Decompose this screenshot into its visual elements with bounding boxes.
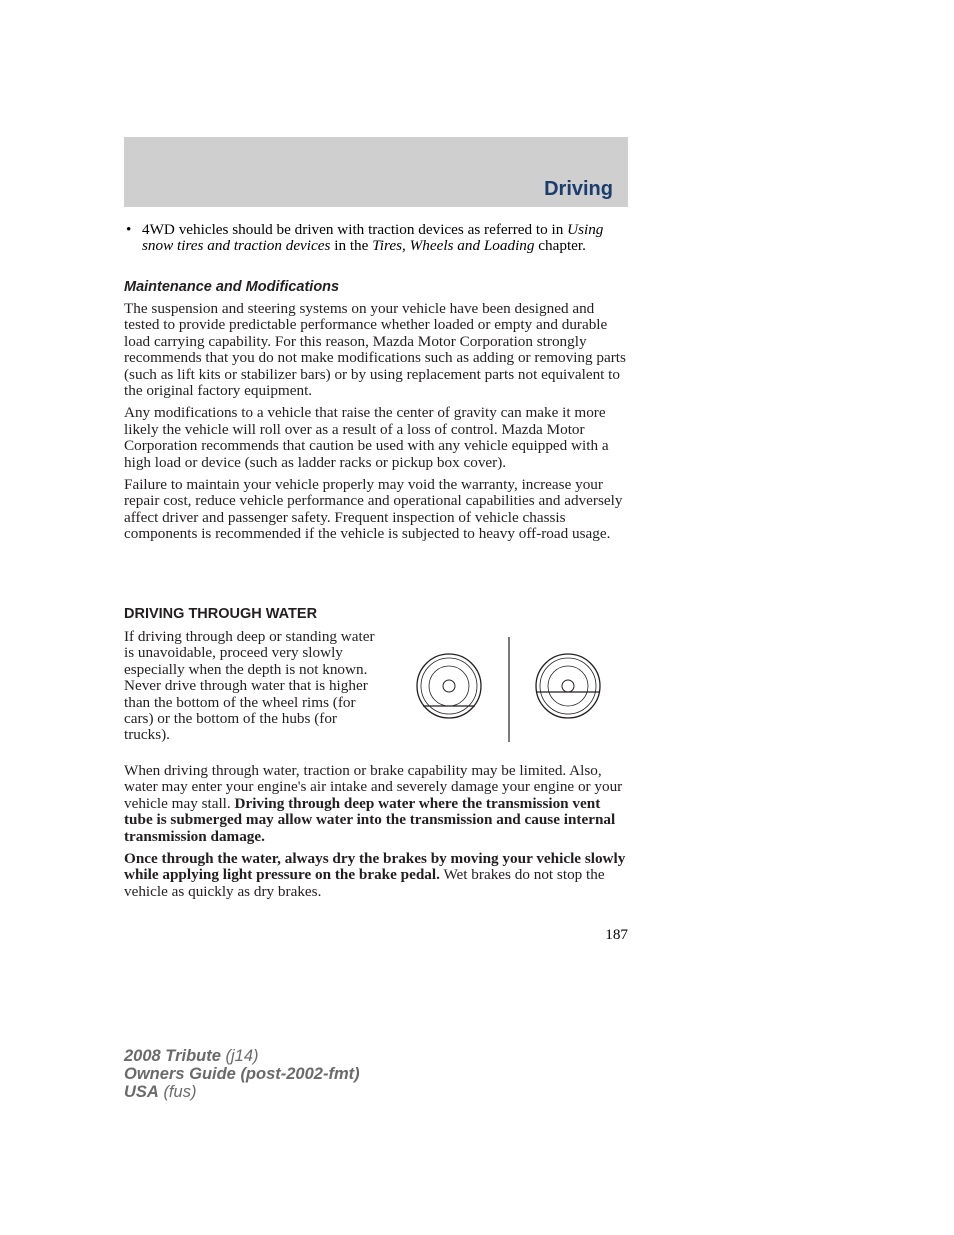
footer-line-model (124, 1047, 360, 1065)
section-heading-maintenance: Maintenance and Modifications (124, 279, 340, 295)
section-water (124, 606, 628, 622)
wet-brakes-text: Wet brakes do not stop the vehicle as quickly as dry brakes. (124, 866, 605, 900)
bullet-italic-chapter: Tires, Wheels and Loading (372, 237, 535, 255)
footer-line-guide (124, 1065, 360, 1083)
bullet-prefix: 4WD vehicles should be driven with traction devices as referred to in (142, 221, 564, 238)
section-maintenance (124, 279, 628, 543)
paragraph-suspension: The suspension and steering systems on your vehicle have been designed and tested to provide predictable performance whether loaded or empty and durable load carrying capability. For this reason, Mazda Motor Corporation strongly recommends that you do not make modifications such as adding or removing parts (such as lift kits or stabilizer bars) or by using replacement parts not equivalent to the original factory equipment. (124, 300, 626, 400)
transmission-warning: Driving through deep water where the transmission vent tube is submerged may allow water into the transmission and cause internal transmission damage. (124, 794, 616, 845)
paragraph-dry-brakes (124, 851, 628, 900)
header-band (124, 137, 628, 207)
paragraph-modifications: Any modifications to a vehicle that raise the center of gravity can make it more likely the vehicle will roll over as a result of a loss of control. Mazda Motor Corporation recommends that caution be used with any vehicle equipped with a high load or device (such as ladder racks or pickup box cover). (124, 404, 609, 471)
section-heading-water: DRIVING THROUGH WATER (124, 606, 318, 622)
footer-line-market (124, 1083, 360, 1101)
bullet-suffix: chapter. (538, 237, 586, 255)
bullet-mid: in the (334, 237, 369, 255)
footer-model: 2008 Tribute (124, 1047, 221, 1065)
page-number: 187 (605, 926, 628, 943)
chapter-title: Driving (544, 178, 613, 200)
water-depth-illustration (405, 634, 615, 746)
water-intro (124, 629, 380, 744)
paragraph-failure: Failure to maintain your vehicle properly may void the warranty, increase your repair cost, reduce vehicle performance and operational capabilities and adversely affect driver and passenger safety. Frequent inspection of vehicle chassis components is recommended if the vehicle is subjected to heavy off-road usage. (124, 476, 623, 543)
truck-wheel-icon (536, 654, 600, 718)
bullet-dot-icon: • (126, 221, 132, 238)
paragraph-water-intro: If driving through deep or standing water is unavoidable, proceed very slowly especially when the depth is not known. Never drive through water that is higher than the bottom of the wheel rims (for cars) or the bottom of the hubs (for trucks). (124, 628, 375, 744)
bullet-text (142, 222, 628, 255)
car-wheel-icon (417, 654, 481, 718)
footer-market: USA (124, 1083, 159, 1101)
water-details (124, 763, 628, 900)
footer-model-code: (j14) (225, 1047, 259, 1065)
paragraph-traction (124, 763, 628, 845)
bullet-italic-ref: Using snow tires and traction devices (142, 221, 604, 255)
footer-market-code: (fus) (163, 1083, 197, 1101)
footer-guide: Owners Guide (post-2002-fmt) (124, 1065, 360, 1083)
document-footer (124, 1047, 360, 1101)
traction-text: When driving through water, traction or brake capability may be limited. Also, water may enter your engine's air intake and severely damage your engine or your vehicle may stall. (124, 762, 623, 812)
bullet-item (124, 222, 628, 255)
dry-brakes-warning: Once through the water, always dry the brakes by moving your vehicle slowly while applying light pressure on the brake pedal. (124, 850, 626, 884)
